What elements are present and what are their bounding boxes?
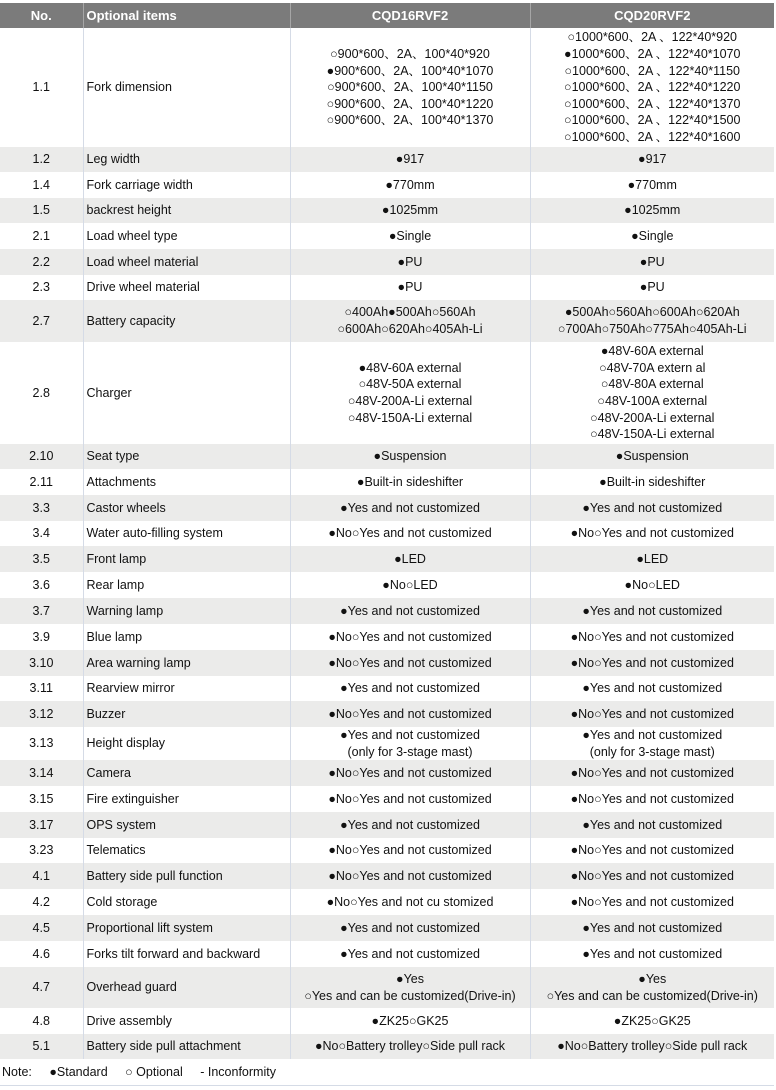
row-item-name: Buzzer bbox=[83, 701, 290, 727]
option-line: ●No○Yes and not customized bbox=[328, 843, 492, 858]
note-standard: ●Standard bbox=[49, 1064, 108, 1079]
row-item-name: Battery side pull attachment bbox=[83, 1034, 290, 1059]
row-number: 1.5 bbox=[0, 198, 83, 223]
note-optional: ○ Optional bbox=[125, 1064, 183, 1079]
option-line: ●No○Yes and not customized bbox=[570, 706, 734, 721]
option-line: ●Yes bbox=[638, 972, 667, 987]
table-row bbox=[0, 889, 774, 915]
cell-cqd20rvf2 bbox=[530, 249, 774, 275]
option-line: ○1000*600、2A 、122*40*1500 bbox=[564, 113, 741, 128]
option-line: ○Yes and can be customized(Drive-in) bbox=[304, 988, 516, 1003]
option-line: ●No○Yes and not customized bbox=[570, 526, 734, 541]
option-line: ○1000*600、2A 、122*40*920 bbox=[567, 30, 737, 45]
option-line: ●48V-60A external bbox=[358, 360, 462, 375]
option-line: ●48V-60A external bbox=[600, 344, 704, 359]
cell-cqd20rvf2 bbox=[530, 342, 774, 444]
cell-cqd20rvf2 bbox=[530, 546, 774, 572]
row-number: 4.5 bbox=[0, 915, 83, 941]
row-number: 4.6 bbox=[0, 941, 83, 967]
cell-cqd16rvf2 bbox=[290, 701, 530, 727]
row-item-name: Front lamp bbox=[83, 546, 290, 572]
cell-cqd16rvf2 bbox=[290, 838, 530, 863]
option-line: ●No○Yes and not customized bbox=[328, 765, 492, 780]
option-line: ●Suspension bbox=[373, 449, 447, 464]
cell-cqd20rvf2 bbox=[530, 172, 774, 198]
row-number: 4.8 bbox=[0, 1008, 83, 1034]
option-line: ●Single bbox=[388, 228, 432, 243]
option-line: ●LED bbox=[394, 551, 426, 566]
option-line: ○1000*600、2A 、122*40*1220 bbox=[564, 80, 741, 95]
option-line: ●ZK25○GK25 bbox=[613, 1013, 691, 1028]
cell-cqd16rvf2 bbox=[290, 198, 530, 223]
option-line: ●Yes and not customized bbox=[340, 603, 480, 618]
cell-cqd16rvf2 bbox=[290, 786, 530, 812]
row-number: 2.2 bbox=[0, 249, 83, 275]
cell-cqd16rvf2 bbox=[290, 300, 530, 342]
option-line: ○48V-200A-Li external bbox=[347, 394, 473, 408]
row-item-name: Height display bbox=[83, 727, 290, 760]
row-item-name: Fork dimension bbox=[83, 28, 290, 147]
row-item-name: Drive wheel material bbox=[83, 275, 290, 300]
option-line: ○1000*600、2A 、122*40*1370 bbox=[564, 96, 741, 111]
row-item-name: Drive assembly bbox=[83, 1008, 290, 1034]
row-number: 4.1 bbox=[0, 863, 83, 889]
option-line: ●No○Yes and not customized bbox=[570, 843, 734, 858]
table-row bbox=[0, 676, 774, 701]
option-line: ●ZK25○GK25 bbox=[371, 1013, 449, 1028]
option-line: ●Yes and not customized bbox=[340, 500, 480, 515]
cell-cqd20rvf2 bbox=[530, 727, 774, 760]
option-line: ●No○Battery trolley○Side pull rack bbox=[314, 1039, 506, 1054]
row-number: 2.8 bbox=[0, 342, 83, 444]
cell-cqd20rvf2 bbox=[530, 650, 774, 676]
option-line: ●No○Yes and not customized bbox=[570, 894, 734, 909]
option-line: ●No○Yes and not customized bbox=[328, 706, 492, 721]
option-line: ●Built-in sideshifter bbox=[356, 474, 464, 489]
option-line: ●770mm bbox=[627, 177, 677, 192]
option-line: ●900*600、2A、100*40*1070 bbox=[326, 63, 494, 78]
table-row bbox=[0, 786, 774, 812]
option-line: ○48V-200A-Li external bbox=[590, 410, 715, 425]
option-line: ○48V-150A-Li external bbox=[347, 410, 473, 425]
option-line: ●917 bbox=[638, 152, 667, 167]
row-number: 2.10 bbox=[0, 444, 83, 469]
option-line: ●No○Yes and not customized bbox=[570, 765, 734, 780]
cell-cqd20rvf2 bbox=[530, 572, 774, 598]
row-number: 5.1 bbox=[0, 1034, 83, 1059]
table-row bbox=[0, 863, 774, 889]
cell-cqd20rvf2 bbox=[530, 889, 774, 915]
row-number: 1.1 bbox=[0, 28, 83, 147]
row-item-name: Fire extinguisher bbox=[83, 786, 290, 812]
cell-cqd20rvf2 bbox=[530, 941, 774, 967]
row-number: 3.9 bbox=[0, 624, 83, 650]
cell-cqd16rvf2 bbox=[290, 249, 530, 275]
cell-cqd16rvf2 bbox=[290, 172, 530, 198]
legend-note bbox=[0, 1059, 774, 1086]
cell-cqd16rvf2 bbox=[290, 469, 530, 495]
cell-cqd16rvf2 bbox=[290, 915, 530, 941]
option-line: ●No○Yes and not customized bbox=[328, 791, 492, 806]
row-item-name: Forks tilt forward and backward bbox=[83, 941, 290, 967]
option-line: ●No○Battery trolley○Side pull rack bbox=[557, 1039, 748, 1054]
table-row bbox=[0, 812, 774, 838]
option-line: ●Yes and not customized bbox=[582, 946, 723, 961]
row-number: 2.3 bbox=[0, 275, 83, 300]
cell-cqd16rvf2 bbox=[290, 572, 530, 598]
row-item-name: Area warning lamp bbox=[83, 650, 290, 676]
cell-cqd20rvf2 bbox=[530, 521, 774, 546]
option-line: ○700Ah○750Ah○775Ah○405Ah-Li bbox=[557, 322, 747, 336]
cell-cqd20rvf2 bbox=[530, 469, 774, 495]
header-no: No. bbox=[0, 3, 83, 28]
row-item-name: Rearview mirror bbox=[83, 676, 290, 701]
option-line: ●No○Yes and not cu stomized bbox=[326, 894, 494, 909]
cell-cqd16rvf2 bbox=[290, 342, 530, 444]
cell-cqd20rvf2 bbox=[530, 760, 774, 786]
cell-cqd20rvf2 bbox=[530, 147, 774, 172]
table-row bbox=[0, 572, 774, 598]
row-number: 3.4 bbox=[0, 521, 83, 546]
header-optional-items: Optional items bbox=[83, 3, 290, 28]
table-row bbox=[0, 275, 774, 300]
table-row bbox=[0, 967, 774, 1008]
row-number: 4.2 bbox=[0, 889, 83, 915]
row-number: 2.11 bbox=[0, 469, 83, 495]
option-line: ○1000*600、2A 、122*40*1600 bbox=[564, 129, 741, 144]
cell-cqd16rvf2 bbox=[290, 889, 530, 915]
table-row bbox=[0, 521, 774, 546]
table-row bbox=[0, 624, 774, 650]
option-line: ●Yes and not customized bbox=[582, 500, 723, 515]
option-line: ●Built-in sideshifter bbox=[599, 474, 706, 489]
row-number: 3.17 bbox=[0, 812, 83, 838]
option-line: (only for 3-stage mast) bbox=[347, 744, 473, 759]
row-number: 3.23 bbox=[0, 838, 83, 863]
table-row bbox=[0, 28, 774, 147]
option-line: ○900*600、2A、100*40*920 bbox=[330, 47, 490, 62]
table-row bbox=[0, 915, 774, 941]
legend-note-row bbox=[0, 1059, 774, 1086]
option-line: ○1000*600、2A 、122*40*1150 bbox=[564, 63, 741, 78]
table-row bbox=[0, 941, 774, 967]
cell-cqd16rvf2 bbox=[290, 624, 530, 650]
cell-cqd20rvf2 bbox=[530, 863, 774, 889]
option-line: ○48V-50A external bbox=[358, 377, 462, 392]
cell-cqd16rvf2 bbox=[290, 444, 530, 469]
row-item-name: Proportional lift system bbox=[83, 915, 290, 941]
cell-cqd16rvf2 bbox=[290, 495, 530, 521]
option-line: ●Yes and not customized bbox=[582, 681, 723, 696]
option-line: ●Yes and not customized bbox=[582, 603, 723, 618]
row-number: 2.1 bbox=[0, 223, 83, 249]
cell-cqd20rvf2 bbox=[530, 444, 774, 469]
cell-cqd16rvf2 bbox=[290, 1034, 530, 1059]
cell-cqd20rvf2 bbox=[530, 1008, 774, 1034]
cell-cqd16rvf2 bbox=[290, 760, 530, 786]
option-line: ●PU bbox=[639, 280, 665, 295]
option-line: ○48V-150A-Li external bbox=[590, 427, 715, 442]
row-number: 3.11 bbox=[0, 676, 83, 701]
table-row bbox=[0, 727, 774, 760]
option-line: ●Yes and not customized bbox=[340, 817, 480, 832]
row-number: 3.3 bbox=[0, 495, 83, 521]
cell-cqd16rvf2 bbox=[290, 223, 530, 249]
row-item-name: Cold storage bbox=[83, 889, 290, 915]
table-row bbox=[0, 469, 774, 495]
row-item-name: Rear lamp bbox=[83, 572, 290, 598]
table-body bbox=[0, 28, 774, 1059]
cell-cqd20rvf2 bbox=[530, 915, 774, 941]
row-item-name: Castor wheels bbox=[83, 495, 290, 521]
cell-cqd16rvf2 bbox=[290, 1008, 530, 1034]
table-row bbox=[0, 249, 774, 275]
option-line: ●PU bbox=[397, 254, 423, 269]
option-line: ●LED bbox=[636, 551, 669, 566]
option-line: (only for 3-stage mast) bbox=[589, 744, 715, 759]
table-row bbox=[0, 342, 774, 444]
row-item-name: Battery capacity bbox=[83, 300, 290, 342]
cell-cqd16rvf2 bbox=[290, 650, 530, 676]
row-item-name: Load wheel type bbox=[83, 223, 290, 249]
cell-cqd16rvf2 bbox=[290, 967, 530, 1008]
row-item-name: Battery side pull function bbox=[83, 863, 290, 889]
table-row bbox=[0, 1034, 774, 1059]
option-line: ●No○Yes and not customized bbox=[570, 791, 734, 806]
option-line: ●No○Yes and not customized bbox=[328, 655, 492, 670]
row-number: 3.12 bbox=[0, 701, 83, 727]
row-number: 3.5 bbox=[0, 546, 83, 572]
option-line: ●500Ah○560Ah○600Ah○620Ah bbox=[564, 305, 740, 320]
row-number: 3.14 bbox=[0, 760, 83, 786]
option-line: ○900*600、2A、100*40*1150 bbox=[327, 80, 493, 95]
option-line: ●Yes and not customized bbox=[582, 817, 723, 832]
option-line: ●1025mm bbox=[381, 203, 439, 218]
option-line: ○48V-80A external bbox=[600, 377, 704, 392]
cell-cqd20rvf2 bbox=[530, 967, 774, 1008]
cell-cqd20rvf2 bbox=[530, 223, 774, 249]
option-line: ●No○LED bbox=[624, 577, 680, 592]
option-line: ●Yes and not customized bbox=[340, 681, 480, 696]
option-line: ●Yes and not customized bbox=[340, 946, 480, 961]
option-line: ○900*600、2A、100*40*1370 bbox=[326, 113, 494, 128]
cell-cqd20rvf2 bbox=[530, 28, 774, 147]
cell-cqd20rvf2 bbox=[530, 838, 774, 863]
row-number: 4.7 bbox=[0, 967, 83, 1008]
table-row bbox=[0, 198, 774, 223]
cell-cqd20rvf2 bbox=[530, 300, 774, 342]
table-row bbox=[0, 172, 774, 198]
cell-cqd20rvf2 bbox=[530, 812, 774, 838]
option-line: ●Yes bbox=[396, 972, 424, 987]
row-number: 2.7 bbox=[0, 300, 83, 342]
cell-cqd16rvf2 bbox=[290, 727, 530, 760]
table-row bbox=[0, 598, 774, 624]
option-line: ●No○LED bbox=[382, 577, 438, 592]
row-number: 3.6 bbox=[0, 572, 83, 598]
table-row bbox=[0, 1008, 774, 1034]
cell-cqd20rvf2 bbox=[530, 624, 774, 650]
option-line: ●No○Yes and not customized bbox=[328, 526, 492, 541]
row-item-name: Blue lamp bbox=[83, 624, 290, 650]
cell-cqd20rvf2 bbox=[530, 1034, 774, 1059]
option-line: ●1025mm bbox=[624, 203, 681, 218]
table-row bbox=[0, 223, 774, 249]
option-line: ●PU bbox=[639, 254, 665, 269]
row-item-name: Charger bbox=[83, 342, 290, 444]
option-line: ○48V-100A external bbox=[597, 394, 708, 408]
cell-cqd20rvf2 bbox=[530, 676, 774, 701]
row-item-name: OPS system bbox=[83, 812, 290, 838]
cell-cqd20rvf2 bbox=[530, 786, 774, 812]
option-line: ●Yes and not customized bbox=[582, 920, 723, 935]
table-row bbox=[0, 838, 774, 863]
table-row bbox=[0, 444, 774, 469]
cell-cqd16rvf2 bbox=[290, 521, 530, 546]
row-item-name: Attachments bbox=[83, 469, 290, 495]
note-inconformity: - Inconformity bbox=[200, 1064, 276, 1079]
row-number: 3.7 bbox=[0, 598, 83, 624]
cell-cqd16rvf2 bbox=[290, 941, 530, 967]
row-number: 3.13 bbox=[0, 727, 83, 760]
row-item-name: Warning lamp bbox=[83, 598, 290, 624]
option-line: ●No○Yes and not customized bbox=[328, 868, 492, 883]
table-row bbox=[0, 701, 774, 727]
header-model-cqd16rvf2: CQD16RVF2 bbox=[290, 3, 530, 28]
option-line: ●No○Yes and not customized bbox=[570, 655, 734, 670]
row-item-name: Fork carriage width bbox=[83, 172, 290, 198]
row-number: 1.4 bbox=[0, 172, 83, 198]
header-model-cqd20rvf2: CQD20RVF2 bbox=[530, 3, 774, 28]
option-line: ●Yes and not customized bbox=[340, 728, 480, 742]
row-number: 1.2 bbox=[0, 147, 83, 172]
row-item-name: Telematics bbox=[83, 838, 290, 863]
cell-cqd20rvf2 bbox=[530, 275, 774, 300]
cell-cqd16rvf2 bbox=[290, 546, 530, 572]
cell-cqd16rvf2 bbox=[290, 812, 530, 838]
option-line: ○48V-70A extern al bbox=[599, 360, 706, 375]
option-line: ●No○Yes and not customized bbox=[570, 629, 734, 644]
cell-cqd20rvf2 bbox=[530, 495, 774, 521]
cell-cqd16rvf2 bbox=[290, 676, 530, 701]
option-line: ●1000*600、2A 、122*40*1070 bbox=[564, 47, 741, 62]
option-line: ○900*600、2A、100*40*1220 bbox=[326, 96, 494, 111]
option-line: ○Yes and can be customized(Drive-in) bbox=[546, 988, 758, 1003]
table-row bbox=[0, 300, 774, 342]
cell-cqd16rvf2 bbox=[290, 28, 530, 147]
row-item-name: Camera bbox=[83, 760, 290, 786]
cell-cqd20rvf2 bbox=[530, 701, 774, 727]
row-item-name: Overhead guard bbox=[83, 967, 290, 1008]
option-line: ●917 bbox=[395, 152, 425, 167]
row-item-name: Water auto-filling system bbox=[83, 521, 290, 546]
option-line: ●770mm bbox=[385, 177, 435, 192]
cell-cqd16rvf2 bbox=[290, 863, 530, 889]
cell-cqd20rvf2 bbox=[530, 598, 774, 624]
table-header-row bbox=[0, 3, 774, 28]
option-line: ●Single bbox=[631, 228, 674, 243]
table-row bbox=[0, 495, 774, 521]
row-item-name: Seat type bbox=[83, 444, 290, 469]
option-line: ●No○Yes and not customized bbox=[570, 868, 734, 883]
option-line: ○600Ah○620Ah○405Ah-Li bbox=[337, 322, 483, 336]
cell-cqd16rvf2 bbox=[290, 275, 530, 300]
note-label: Note: bbox=[2, 1064, 32, 1079]
option-line: ●Yes and not customized bbox=[582, 728, 723, 742]
row-item-name: Leg width bbox=[83, 147, 290, 172]
option-line: ●No○Yes and not customized bbox=[328, 629, 492, 644]
table-row bbox=[0, 650, 774, 676]
cell-cqd16rvf2 bbox=[290, 147, 530, 172]
row-item-name: backrest height bbox=[83, 198, 290, 223]
table-row bbox=[0, 760, 774, 786]
cell-cqd20rvf2 bbox=[530, 198, 774, 223]
optional-items-table bbox=[0, 3, 774, 1086]
option-line: ●Yes and not customized bbox=[340, 920, 480, 935]
table-row bbox=[0, 546, 774, 572]
option-line: ●PU bbox=[397, 280, 423, 295]
option-line: ●Suspension bbox=[615, 449, 689, 464]
row-number: 3.15 bbox=[0, 786, 83, 812]
table-row bbox=[0, 147, 774, 172]
row-number: 3.10 bbox=[0, 650, 83, 676]
option-line: ○400Ah●500Ah○560Ah bbox=[344, 305, 476, 320]
cell-cqd16rvf2 bbox=[290, 598, 530, 624]
row-item-name: Load wheel material bbox=[83, 249, 290, 275]
